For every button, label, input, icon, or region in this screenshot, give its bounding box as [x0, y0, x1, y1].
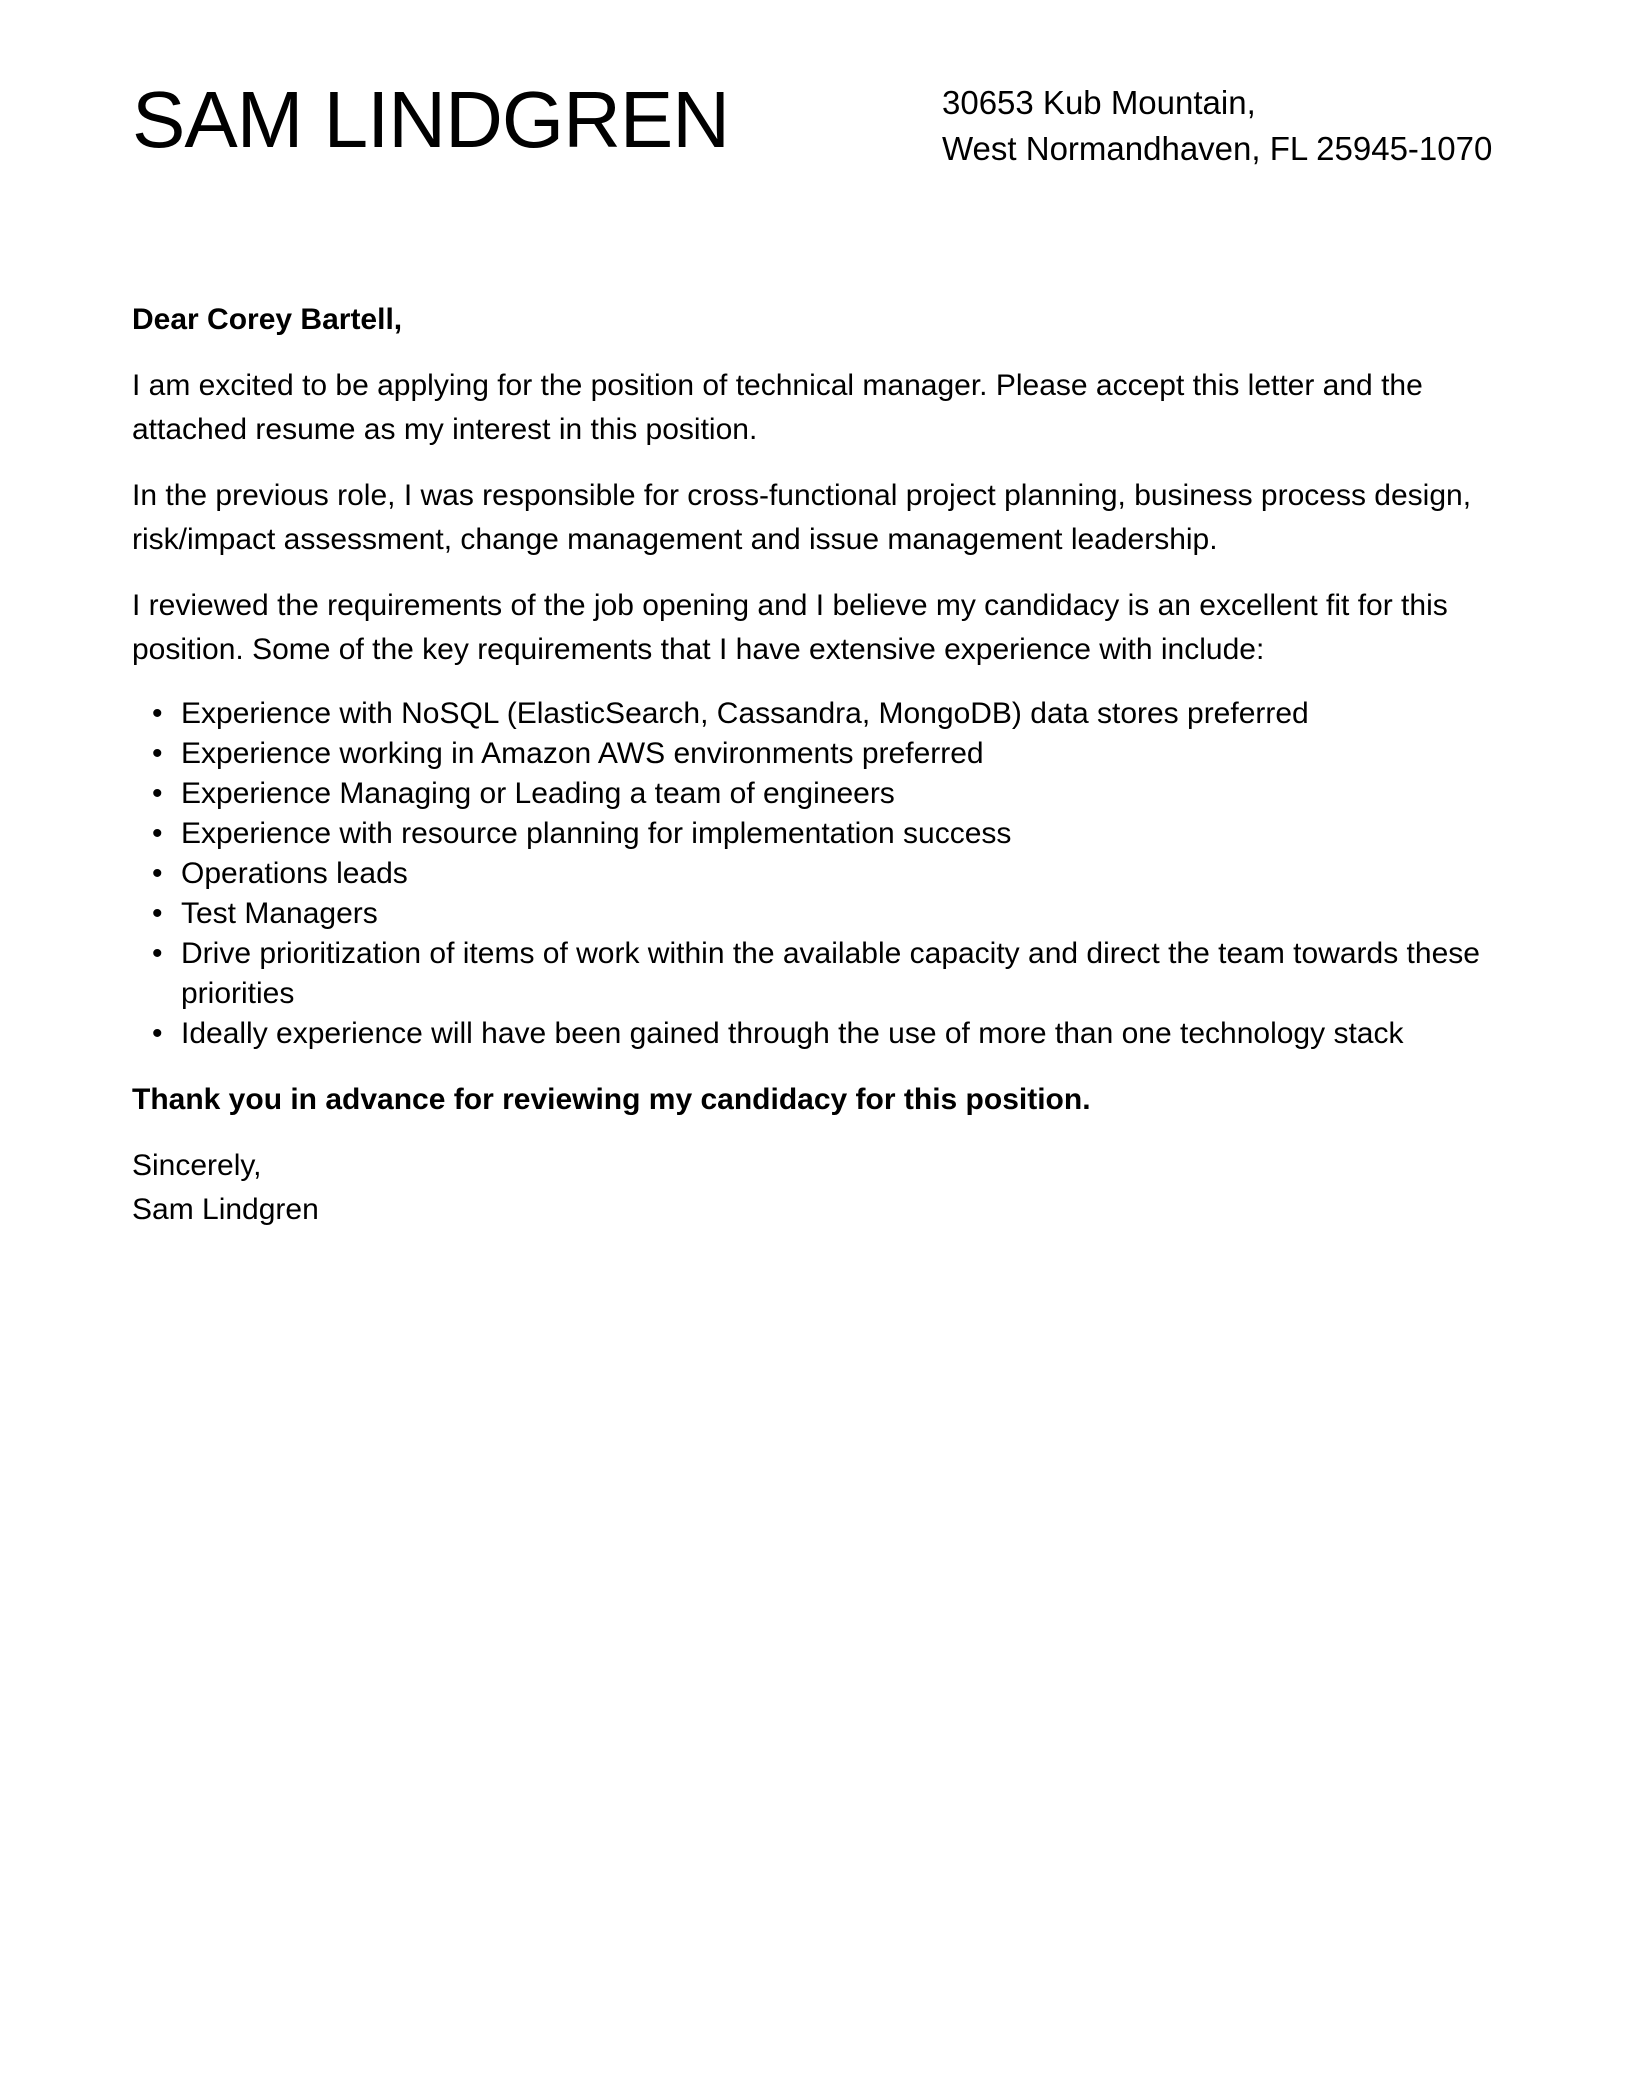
requirement-text: Experience with resource planning for implementation success — [181, 817, 1012, 850]
applicant-name: SAM LINDGREN — [132, 75, 729, 164]
bullet-icon: • — [152, 897, 163, 930]
list-item — [132, 734, 1502, 774]
requirement-text: Experience Managing or Leading a team of engineers — [181, 777, 895, 810]
address-line-2: West Normandhaven, FL 25945-1070 — [942, 130, 1493, 167]
list-item — [132, 694, 1502, 734]
bullet-icon: • — [152, 697, 163, 730]
letter-body — [132, 298, 1502, 1232]
paragraph-previous-role: In the previous role, I was responsible for cross-functional project planning, business process design, risk/impact assessment, change management and issue management leadership. — [132, 479, 1472, 556]
list-item — [132, 814, 1502, 854]
requirements-list — [132, 694, 1502, 1054]
bullet-icon: • — [152, 857, 163, 890]
bullet-icon: • — [152, 937, 163, 970]
bullet-icon: • — [152, 1017, 163, 1050]
list-item — [132, 774, 1502, 814]
requirement-text: Drive prioritization of items of work within the available capacity and direct the team towards these priorities — [181, 937, 1480, 1010]
thank-you-line: Thank you in advance for reviewing my candidacy for this position. — [132, 1083, 1091, 1116]
paragraph-requirements-intro: I reviewed the requirements of the job opening and I believe my candidacy is an excellent fit for this position. Some of the key requirements that I have extensive experience with include: — [132, 589, 1448, 666]
greeting: Dear Corey Bartell, — [132, 303, 403, 336]
requirement-text: Ideally experience will have been gained through the use of more than one technology stack — [181, 1017, 1404, 1050]
list-item — [132, 934, 1502, 1014]
paragraph-intro: I am excited to be applying for the position of technical manager. Please accept this letter and the attached resume as my interest in this position. — [132, 369, 1423, 446]
closing-block — [132, 1144, 1502, 1232]
requirement-text: Operations leads — [181, 857, 408, 890]
closing-salutation: Sincerely, — [132, 1149, 262, 1182]
bullet-icon: • — [152, 817, 163, 850]
bullet-icon: • — [152, 777, 163, 810]
requirement-text: Experience working in Amazon AWS environments preferred — [181, 737, 984, 770]
bullet-icon: • — [152, 737, 163, 770]
requirement-text: Experience with NoSQL (ElasticSearch, Cassandra, MongoDB) data stores preferred — [181, 697, 1309, 730]
signature-name: Sam Lindgren — [132, 1193, 319, 1226]
list-item — [132, 894, 1502, 934]
requirement-text: Test Managers — [181, 897, 378, 930]
list-item — [132, 1014, 1502, 1054]
applicant-address — [942, 80, 1492, 172]
address-line-1: 30653 Kub Mountain, — [942, 84, 1256, 121]
list-item — [132, 854, 1502, 894]
